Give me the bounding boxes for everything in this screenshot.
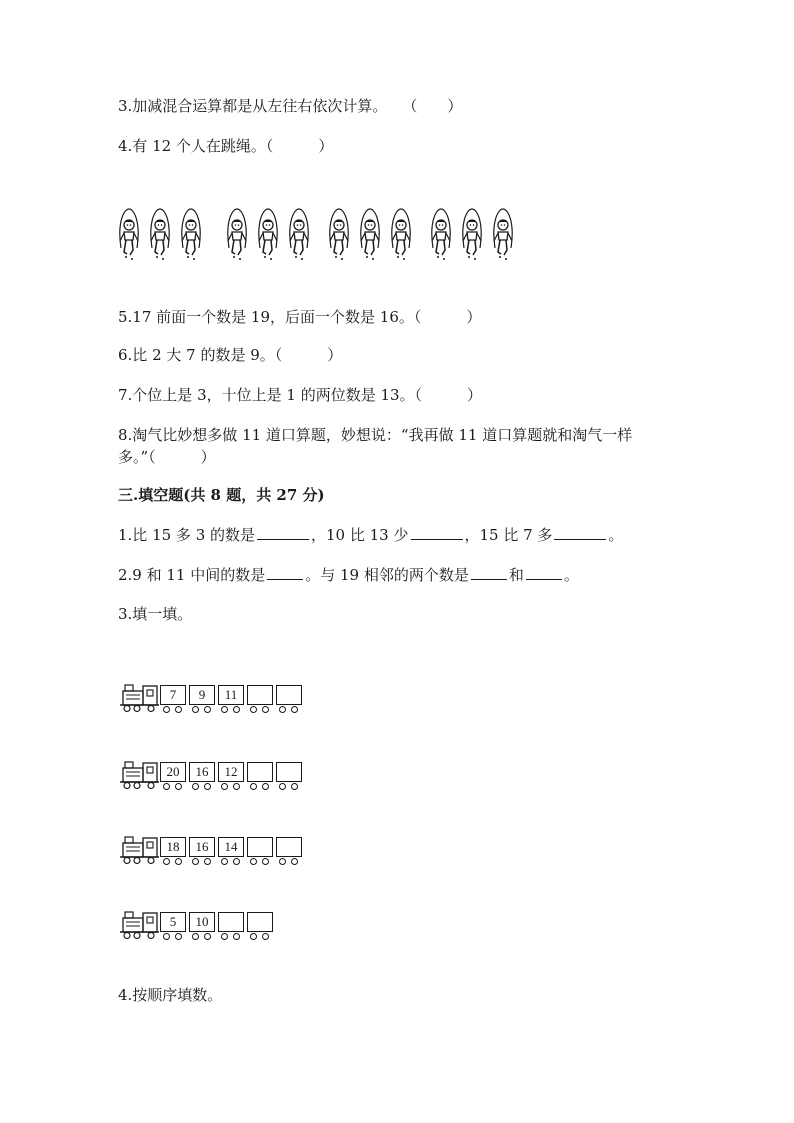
train-car-number: 7 — [160, 685, 186, 705]
train-car-blank[interactable] — [276, 685, 302, 705]
rope-jumping-child-icon — [492, 208, 514, 262]
train-wheel — [163, 706, 170, 713]
train-wheel — [262, 933, 269, 940]
train-wheel — [291, 858, 298, 865]
answer-blank[interactable] — [526, 565, 562, 580]
train-wheel — [233, 933, 240, 940]
train-wheel — [204, 858, 211, 865]
train-wheel — [291, 783, 298, 790]
train-car-blank[interactable] — [247, 912, 273, 932]
rope-jumping-child-icon — [180, 208, 202, 262]
section-heading: 三.填空题(共 8 题，共 27 分) — [118, 486, 325, 504]
train-engine-icon — [120, 835, 160, 865]
train-wheel — [233, 706, 240, 713]
rope-jumping-child-icon — [118, 208, 140, 262]
train-wheel — [233, 783, 240, 790]
train-car-blank[interactable] — [276, 762, 302, 782]
train-wheel — [250, 706, 257, 713]
rope-jumping-child-icon — [461, 208, 483, 262]
fill-question-4: 4.按顺序填数。 — [118, 986, 223, 1004]
train-car-number: 14 — [218, 837, 244, 857]
train-wheel — [221, 706, 228, 713]
fill-2-text-d: 。 — [563, 566, 579, 584]
train-wheel — [204, 783, 211, 790]
train-car-number: 12 — [218, 762, 244, 782]
rope-jumping-child-icon — [390, 208, 412, 262]
train-wheel — [250, 933, 257, 940]
rope-jumping-child-icon — [149, 208, 171, 262]
train-wheel — [204, 933, 211, 940]
train-wheel — [291, 706, 298, 713]
train-wheel — [221, 783, 228, 790]
answer-blank[interactable] — [471, 565, 507, 580]
train-wheel — [233, 858, 240, 865]
train-car-number: 10 — [189, 912, 215, 932]
rope-jumping-child-icon — [257, 208, 279, 262]
answer-blank[interactable] — [554, 525, 606, 540]
train-wheel — [192, 783, 199, 790]
train-wheel — [279, 706, 286, 713]
train-engine-icon — [120, 683, 160, 713]
question-3: 3.加减混合运算都是从左往右依次计算。 （ ） — [118, 97, 463, 115]
answer-blank[interactable] — [267, 565, 303, 580]
train-wheel — [262, 858, 269, 865]
fill-question-1 — [118, 524, 623, 546]
rope-jumping-child-icon — [359, 208, 381, 262]
train-wheel — [192, 706, 199, 713]
train-wheel — [163, 933, 170, 940]
question-6: 6.比 2 大 7 的数是 9。（ ） — [118, 346, 343, 364]
train-car-number: 9 — [189, 685, 215, 705]
answer-blank[interactable] — [257, 525, 309, 540]
train-wheel — [250, 858, 257, 865]
train-car-number: 5 — [160, 912, 186, 932]
train-wheel — [192, 858, 199, 865]
train-wheel — [204, 706, 211, 713]
rope-jumping-child-icon — [288, 208, 310, 262]
train-engine-icon — [120, 760, 160, 790]
train-wheel — [262, 783, 269, 790]
question-7: 7.个位上是 3，十位上是 1 的两位数是 13。（ ） — [118, 386, 483, 404]
train-engine-icon — [120, 910, 160, 940]
fill-question-2 — [118, 564, 579, 586]
train-car-blank[interactable] — [276, 837, 302, 857]
question-5: 5.17 前面一个数是 19，后面一个数是 16。（ ） — [118, 308, 482, 326]
question-4: 4.有 12 个人在跳绳。（ ） — [118, 137, 334, 155]
rope-jumping-child-icon — [226, 208, 248, 262]
train-wheel — [175, 783, 182, 790]
train-car-number: 18 — [160, 837, 186, 857]
fill-1-text-c: ，15 比 7 多 — [464, 526, 553, 544]
rope-jumping-child-icon — [430, 208, 452, 262]
train-wheel — [279, 858, 286, 865]
train-car-number: 16 — [189, 762, 215, 782]
fill-question-3: 3.填一填。 — [118, 605, 193, 623]
train-wheel — [175, 706, 182, 713]
fill-1-text-b: ，10 比 13 少 — [311, 526, 409, 544]
train-wheel — [250, 783, 257, 790]
jumping-rope-children — [118, 208, 538, 264]
train-wheel — [262, 706, 269, 713]
train-wheel — [192, 933, 199, 940]
train-wheel — [163, 858, 170, 865]
fill-1-text-d: 。 — [608, 526, 624, 544]
train-car-number: 16 — [189, 837, 215, 857]
train-car-blank[interactable] — [218, 912, 244, 932]
fill-1-text-a: 1.比 15 多 3 的数是 — [118, 526, 256, 544]
train-wheel — [221, 933, 228, 940]
fill-2-text-c: 和 — [508, 566, 524, 584]
train-car-number: 20 — [160, 762, 186, 782]
train-car-blank[interactable] — [247, 762, 273, 782]
train-car-number: 11 — [218, 685, 244, 705]
train-car-blank[interactable] — [247, 685, 273, 705]
train-wheel — [175, 933, 182, 940]
fill-2-text-b: 。与 19 相邻的两个数是 — [305, 566, 469, 584]
answer-blank[interactable] — [411, 525, 463, 540]
train-wheel — [279, 783, 286, 790]
train-wheel — [175, 858, 182, 865]
train-wheel — [221, 858, 228, 865]
fill-2-text-a: 2.9 和 11 中间的数是 — [118, 566, 266, 584]
train-wheel — [163, 783, 170, 790]
question-8: 8.淘气比妙想多做 11 道口算题，妙想说：“我再做 11 道口算题就和淘气一样多。”（ ） — [118, 426, 633, 466]
train-car-blank[interactable] — [247, 837, 273, 857]
rope-jumping-child-icon — [328, 208, 350, 262]
